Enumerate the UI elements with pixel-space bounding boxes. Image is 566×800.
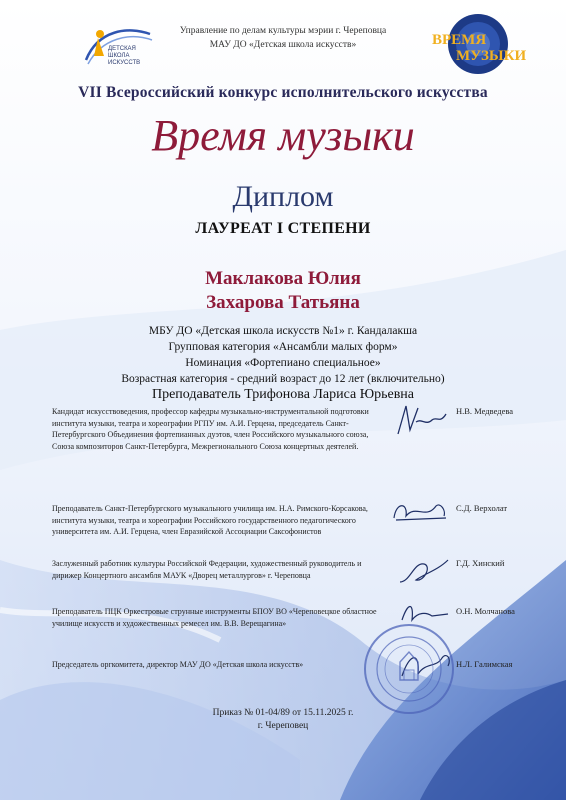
header-line2: МАУ ДО «Детская школа искусств» <box>209 40 357 50</box>
laureate-name: Захарова Татьяна <box>206 292 360 313</box>
logo-text-line1: ДЕТСКАЯ <box>108 46 136 52</box>
jury-description: Кандидат искусствоведения, профессор кафедры музыкально-инструментальной подготовки института музыки, театра и хореографии РГПУ им. А.И. Герцена, председатель Санкт-Петербургского Объединения фортепианных дуэтов, член Российского музыкального союза, Союза композиторов Санкт-Петербурга, Межрегионального Союза концертных деятелей. <box>52 407 369 451</box>
jury-name: Н.В. Медведева <box>456 406 514 416</box>
teacher-line: Преподаватель Трифонова Лариса Юрьевна <box>151 387 415 402</box>
school-logo-icon <box>78 20 156 70</box>
event-title: Время музыки <box>151 111 415 160</box>
header-line1: Управление по делам культуры мэрии г. Череповца <box>179 26 387 36</box>
vremya-muzyki-logo-icon <box>420 10 530 80</box>
laureate-name: Маклакова Юлия <box>205 268 361 289</box>
order-number: Приказ № 01-04/89 от 15.11.2025 г. <box>212 708 354 718</box>
logo-word1: ВРЕМЯ <box>432 32 487 48</box>
detail-school: МБУ ДО «Детская школа искусств №1» г. Кандалакша <box>148 325 418 337</box>
jury-name: С.Д. Верхолат <box>456 503 508 513</box>
header <box>150 24 416 52</box>
logo-word2: МУЗЫКИ <box>456 48 527 64</box>
jury-description: Председатель оргкомитета, директор МАУ ДО «Детская школа искусств» <box>52 660 304 669</box>
signature-icon <box>394 552 454 592</box>
detail-nomination: Номинация «Фортепиано специальное» <box>185 357 381 369</box>
jury-name: Г.Д. Хинский <box>456 558 505 568</box>
jury-description: Заслуженный работник культуры Российской Федерации, художественный руководитель и дирижер Концертного ансамбля МАУК «Дворец металлургов» г. Череповца <box>52 559 362 580</box>
detail-age-category: Возрастная категория - средний возраст до 12 лет (включительно) <box>121 373 445 385</box>
logo-text-line3: ИСКУССТВ <box>108 60 141 66</box>
order-info <box>20 707 546 733</box>
detail-category: Групповая категория «Ансамбли малых форм» <box>168 341 398 353</box>
order-city: г. Череповец <box>257 721 309 731</box>
contest-title: VII Всероссийский конкурс исполнительского искусства <box>78 84 488 101</box>
jury-description: Преподаватель ПЦК Оркестровые струнные инструменты БПОУ ВО «Череповецкое областное училище искусств и художественных ремесел им. В.В. Верещагина» <box>52 607 377 628</box>
jury-description: Преподаватель Санкт-Петербургского музыкального училища им. Н.А. Римского-Корсакова, института музыки, театра и хореографии Российского государственного педагогического университета им. А.И. Герцена, член Евразийской Ассоциации Саксофонистов <box>52 504 368 536</box>
official-stamp-icon <box>362 622 456 716</box>
diploma-heading: Диплом <box>232 180 334 213</box>
logo-text-line2: ШКОЛА <box>108 53 130 59</box>
signature-icon <box>392 400 452 440</box>
jury-name: О.Н. Молчанова <box>456 606 515 616</box>
jury-name: Н.Л. Галимская <box>456 659 513 669</box>
degree-heading: ЛАУРЕАТ I СТЕПЕНИ <box>195 220 371 237</box>
signature-icon <box>386 494 452 528</box>
